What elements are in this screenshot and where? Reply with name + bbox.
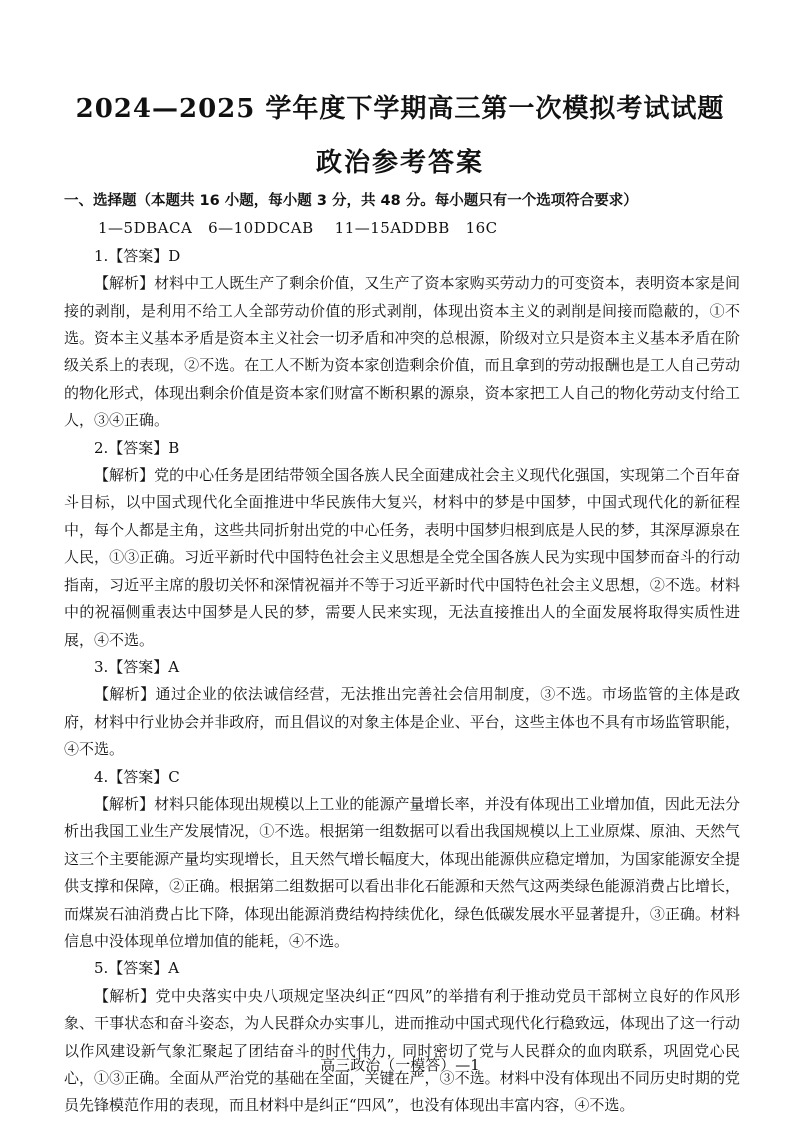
section-heading: 一、选择题（本题共 16 小题，每小题 3 分，共 48 分。每小题只有一个选项符合要求） [64,193,638,209]
question-3-answer: 3.【答案】A [94,657,180,676]
document-subtitle: 政治参考答案 [315,148,484,178]
question-4-answer: 4.【答案】C [94,767,180,786]
page-footer: 高三政治（一模答）—1 [320,1056,480,1074]
question-2-explanation: 【解析】党的中心任务是团结带领全国各族人民全面建成社会主义现代化强国，实现第二个百年奋斗目标，以中国式现代化全面推进中华民族伟大复兴，材料中的梦是中国梦，中国式现代化的新征程中，每个人都是主角，这些共同折射出党的中心任务，表明中国梦归根到底是人民的梦，其深厚源泉在人民，①③正确。习近平新时代中国特色社会主义思想是全党全国各族人民为实现中国梦而奋斗的行动指南，习近平主席的殷切关怀和深情祝福并不等于习近平新时代中国特色社会主义思想，②不选。材料中的祝福侧重表达中国梦是人民的梦，需要人民来实现，无法直接推出人的全面发展将取得实质性进展，④不选。 [64,466,740,649]
question-1-answer: 1.【答案】D [94,246,181,265]
answer-key: 1—5DBACA 6—10DDCAB 11—15ADDBB 16C [98,219,498,238]
question-3-explanation: 【解析】通过企业的依法诚信经营，无法推出完善社会信用制度，③不选。市场监管的主体是政府，材料中行业协会并非政府，而且倡议的对象主体是企业、平台，这些主体也不具有市场监管职能，④不选。 [64,685,740,759]
question-2-answer: 2.【答案】B [94,438,180,457]
question-5-answer: 5.【答案】A [94,959,180,978]
document-title: 2024—2025 学年度下学期高三第一次模拟考试试题 [75,94,725,124]
question-4-explanation: 【解析】材料只能体现出规模以上工业的能源产量增长率，并没有体现出工业增加值，因此无法分析出我国工业生产发展情况，①不选。根据第一组数据可以看出我国规模以上工业原煤、原油、天然气这三个主要能源产量均实现增长，且天然气增长幅度大，体现出能源供应稳定增加，为国家能源安全提供支撑和保障，②正确。根据第二组数据可以看出非化石能源和天然气这两类绿色能源消费占比增长，而煤炭石油消费占比下降，体现出能源消费结构持续优化，绿色低碳发展水平显著提升，③正确。材料信息中没体现单位增加值的能耗，④不选。 [64,794,740,950]
question-1-explanation: 【解析】材料中工人既生产了剩余价值，又生产了资本家购买劳动力的可变资本，表明资本家是间接的剥削，是利用不给工人全部劳动价值的形式剥削，体现出资本主义的剥削是间接而隐蔽的，①不选。资本主义基本矛盾是资本主义社会一切矛盾和冲突的总根源，阶级对立只是资本主义基本矛盾在阶级关系上的表现，②不选。在工人不断为资本家创造剩余价值，而且拿到的劳动报酬也是工人自己劳动的物化形式，体现出剩余价值是资本家们财富不断积累的源泉，资本家把工人自己的物化劳动支付给工人，③④正确。 [64,274,740,430]
answer-content [64,188,740,1120]
question-5-explanation: 【解析】党中央落实中央八项规定坚决纠正“四风”的举措有利于推动党员干部树立良好的作风形象、干事状态和奋斗姿态，为人民群众办实事儿，进而推动中国式现代化行稳致远，体现出了这一行动以作风建设新气象汇聚起了团结奋斗的时代伟力，同时密切了党与人民群众的血肉联系，巩固党心民心，①③正确。全面从严治党的基础在全面，关键在严，③不选。材料中没有体现出不同历史时期的党员先锋模范作用的表现，而且材料中是纠正“四风”，也没有体现出丰富内容，④不选。 [64,986,740,1115]
